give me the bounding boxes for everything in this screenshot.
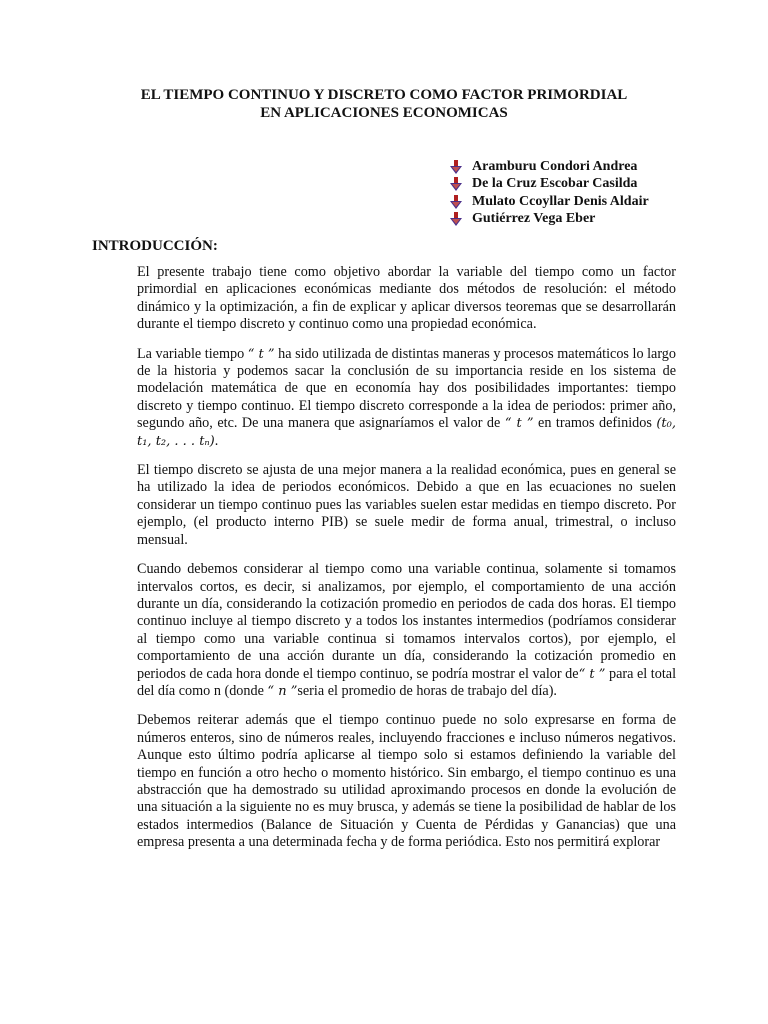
document-title xyxy=(0,86,768,122)
author-list xyxy=(450,158,649,228)
author-item xyxy=(450,193,649,211)
variable-t-symbol: “ t ” xyxy=(504,416,534,432)
arrow-bullet-icon xyxy=(450,195,462,209)
paragraph-2 xyxy=(137,346,676,450)
author-name: Gutiérrez Vega Eber xyxy=(472,211,596,227)
variable-n-symbol: “ n ” xyxy=(267,683,298,699)
paragraph-2-text-b: ha sido utilizada de distintas maneras y procesos matemáticos lo largo de la historia y podemos sacar la conclusión de su importancia reside en los sistema de modelación matemática de que en economía hay dos posibilidades importantes: tiempo discreto y tiempo continuo. El tiempo discreto corresponde a la idea de periodos: primer año, segundo año, etc. De una manera que asignaríamos el valor de xyxy=(137,345,676,432)
variable-t-symbol: “ t ” xyxy=(578,666,606,682)
paragraph-4-text-a: Cuando debemos considerar al tiempo como una variable continua, solamente si tomamos intervalos cortos, es decir, si analizamos, por ejemplo, el comportamiento de una acción durante un día, considerando la cotización promedio en periodos de cada dos horas. El tiempo continuo incluye al tiempo discreto y a todos los instantes intermedios (podríamos considerar al tiempo como una variable continua si tomamos intervalos cortos), por ejemplo, el comportamiento de una acción durante un día, considerando la cotización promedio en periodos de cada hora donde el tiempo continuo, se podría mostrar el valor de xyxy=(137,561,676,682)
time-sequence-formula: (t₀, t₁, t₂, . . . tₙ) xyxy=(137,416,676,449)
paragraph-4 xyxy=(137,561,676,700)
paragraph-2-text-a: La variable tiempo xyxy=(137,345,248,362)
paragraph-1: El presente trabajo tiene como objetivo abordar la variable del tiempo como un factor primordial en aplicaciones económicas mediante dos métodos de resolución: el método dinámico y la optimización, a fin de explicar y aplicar diversos teoremas que se desarrollarán durante el tiempo discreto y continuo como una propiedad económica. xyxy=(137,264,676,333)
arrow-bullet-icon xyxy=(450,177,462,191)
paragraph-4-text-b: para el total del día como n (donde xyxy=(137,665,677,699)
paragraph-2-text-c: en tramos definidos xyxy=(533,415,657,432)
title-line-1: EL TIEMPO CONTINUO Y DISCRETO COMO FACTOR PRIMORDIAL xyxy=(140,87,628,103)
author-name: De la Cruz Escobar Casilda xyxy=(472,176,638,192)
body-text xyxy=(137,264,676,864)
variable-t-symbol: “ t ” xyxy=(247,346,275,362)
author-item xyxy=(450,176,649,194)
author-item xyxy=(450,158,649,176)
author-item xyxy=(450,211,649,229)
paragraph-3: El tiempo discreto se ajusta de una mejor manera a la realidad económica, pues en general se ha utilizado la idea de periodos económicos. Debido a que en las ecuaciones no suelen considerar un tiempo continuo pues las variables suelen estar medidas en tiempo discreto. Por ejemplo, (el producto interno PIB) se suele medir de forma anual, trimestral, o incluso mensual. xyxy=(137,462,676,548)
arrow-bullet-icon xyxy=(450,160,462,174)
paragraph-2-text-d: . xyxy=(214,432,219,449)
arrow-bullet-icon xyxy=(450,212,462,226)
paragraph-4-text-c: seria el promedio de horas de trabajo del día). xyxy=(297,682,557,699)
author-name: Mulato Ccoyllar Denis Aldair xyxy=(472,193,649,209)
title-line-2: EN APLICACIONES ECONOMICAS xyxy=(260,105,508,121)
section-heading-introduccion: INTRODUCCIÓN: xyxy=(92,238,218,254)
paragraph-5: Debemos reiterar además que el tiempo continuo puede no solo expresarse en forma de números enteros, sino de números reales, incluyendo fracciones e incluso números negativos. Aunque esto último podría aplicarse al tiempo solo si estamos definiendo la variable del tiempo en función a otro hecho o momento histórico. Sin embargo, el tiempo continuo es una abstracción que ha demostrado su utilidad aproximando procesos en donde la evolución de una situación a la siguiente no es muy brusca, y además se tiene la posibilidad de hablar de los estados intermedios (Balance de Situación y Cuenta de Pérdidas y Ganancias) que una empresa presenta a una determinada fecha y de forma periódica. Esto nos permitirá explorar xyxy=(137,712,676,851)
author-name: Aramburu Condori Andrea xyxy=(472,158,638,174)
